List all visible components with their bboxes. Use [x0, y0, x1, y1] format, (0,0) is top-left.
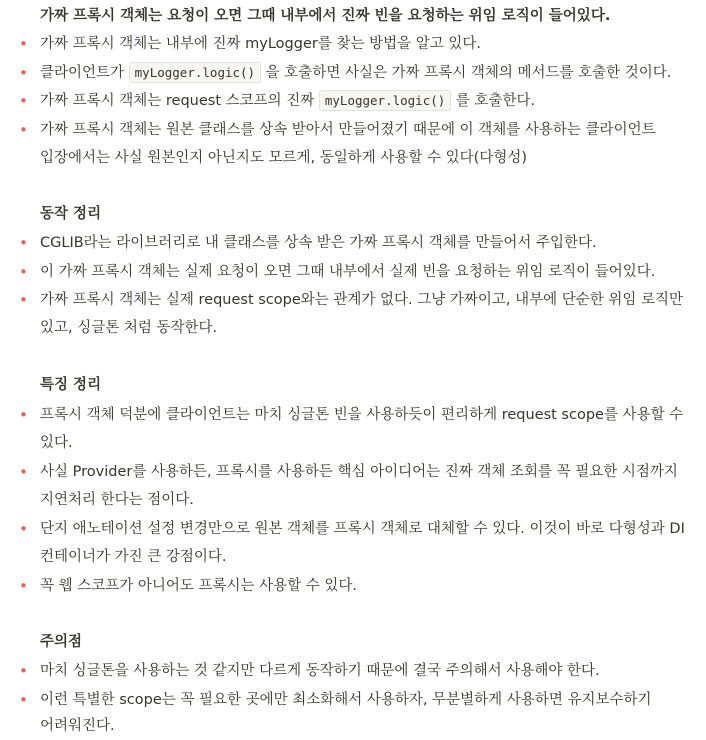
summary-bullet-2: 이 가짜 프록시 객체는 실제 요청이 오면 그때 내부에서 실제 빈을 요청하는 위임 로직이 들어있다.: [40, 264, 656, 280]
features-bullet-4: 꼭 웹 스코프가 아니어도 프록시는 사용할 수 있다.: [40, 578, 358, 594]
intro-bullet-2: [40, 59, 700, 87]
features-heading: 특징 정리: [40, 377, 102, 393]
intro-heading: 가짜 프록시 객체는 요청이 오면 그때 내부에서 진짜 빈을 요청하는 위임 로직이 들어있다.: [40, 8, 611, 24]
caution-bullet-2-line2: 어려워진다.: [40, 718, 115, 734]
caution-heading: 주의점: [40, 634, 83, 650]
intro-bullet-3: [40, 87, 700, 115]
features-bullet-3-line2: 컨테이너가 가진 큰 강점이다.: [40, 549, 227, 565]
summary-bullet-1: CGLIB라는 라이브러리로 내 클래스를 상속 받은 가짜 프록시 객체를 만들어서 주입한다.: [40, 235, 597, 251]
bullet-dot: •: [19, 662, 28, 680]
features-bullet-2-line1: 사실 Provider를 사용하든, 프록시를 사용하든 핵심 아이디어는 진짜 객체 조회를 꼭 필요한 시점까지: [40, 464, 678, 480]
bullet-dot: •: [19, 35, 28, 53]
caution-bullet-2-line1: 이런 특별한 scope는 꼭 필요한 곳에만 최소화해서 사용하자, 무분별하게 사용하면 유지보수하기: [40, 692, 652, 708]
features-bullet-2-line2: 지연처리 한다는 점이다.: [40, 492, 194, 508]
bullet-dot: •: [19, 520, 28, 538]
intro-bullet-4-line1: 가짜 프록시 객체는 원본 클래스를 상속 받아서 만들어졌기 때문에 이 객체를 사용하는 클라이언트: [40, 122, 656, 138]
features-bullet-1-line2: 있다.: [40, 435, 73, 451]
features-bullet-1-line1: 프록시 객체 덕분에 클라이언트는 마치 싱글톤 빈을 사용하듯이 편리하게 request scope를 사용할 수: [40, 407, 684, 423]
intro-bullet-3-before: 가짜 프록시 객체는 request 스코프의 진짜: [40, 93, 319, 109]
bullet-dot: •: [19, 263, 28, 281]
bullet-dot: •: [19, 577, 28, 595]
intro-bullet-3-after: 를 호출한다.: [451, 93, 536, 109]
bullet-dot: •: [19, 291, 28, 309]
summary-bullet-3-line1: 가짜 프록시 객체는 실제 request scope와는 관계가 없다. 그냥 가짜이고, 내부에 단순한 위임 로직만: [40, 292, 684, 308]
caution-bullet-1: 마치 싱글톤을 사용하는 것 같지만 다르게 동작하기 때문에 결국 주의해서 사용해야 한다.: [40, 663, 600, 679]
features-bullet-3-line1: 단지 애노테이션 설정 변경만으로 원본 객체를 프록시 객체로 대체할 수 있다. 이것이 바로 다형성과 DI: [40, 521, 685, 537]
summary-heading: 동작 정리: [40, 206, 102, 222]
bullet-dot: •: [19, 463, 28, 481]
bullet-dot: •: [19, 121, 28, 139]
intro-bullet-4-line2: 입장에서는 사실 원본인지 아닌지도 모르게, 동일하게 사용할 수 있다(다형성): [40, 150, 528, 166]
summary-bullet-3-line2: 있고, 싱글톤 처럼 동작한다.: [40, 320, 218, 336]
intro-bullet-2-after: 을 호출하면 사실은 가짜 프록시 객체의 메서드를 호출한 것이다.: [261, 65, 672, 81]
bullet-dot: •: [19, 64, 28, 82]
inline-code: myLogger.logic(): [319, 90, 451, 111]
inline-code: myLogger.logic(): [129, 62, 261, 83]
bullet-dot: •: [19, 92, 28, 110]
bullet-dot: •: [19, 406, 28, 424]
bullet-dot: •: [19, 691, 28, 709]
bullet-dot: •: [19, 234, 28, 252]
intro-bullet-1: 가짜 프록시 객체는 내부에 진짜 myLogger를 찾는 방법을 알고 있다.: [40, 36, 481, 52]
intro-bullet-2-before: 클라이언트가: [40, 65, 129, 81]
